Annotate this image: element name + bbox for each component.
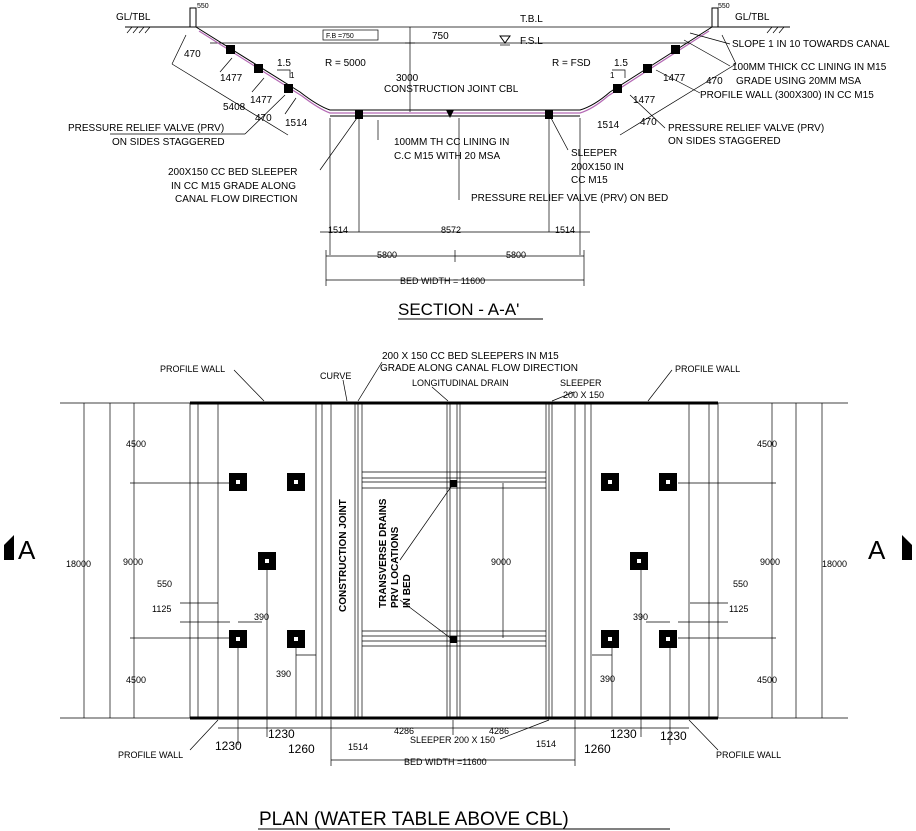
- bottom-dim-1514-left: 1514: [328, 225, 349, 235]
- profile-wall-top-left: PROFILE WALL: [160, 364, 226, 374]
- dim-1230-d: 1230: [660, 729, 687, 743]
- dim-1477-a: 1477: [220, 73, 243, 84]
- profile-wall-top-right: PROFILE WALL: [675, 364, 741, 374]
- section-bed-width: BED WIDTH = 11600: [400, 276, 486, 286]
- top-left-dim: 550: [197, 3, 209, 10]
- slope-note: SLOPE 1 IN 10 TOWARDS CANAL: [732, 39, 890, 50]
- gl-left-label: GL/TBL: [116, 12, 151, 23]
- slope-right-vertical: 1: [610, 71, 615, 80]
- top-right-dim: 550: [718, 3, 730, 10]
- dim-9000-left: 9000: [123, 557, 144, 567]
- dim-4500-right-top: 4500: [757, 439, 778, 449]
- slope-left-horizontal: 1.5: [277, 58, 291, 69]
- dim-1514-plan-right: 1514: [536, 739, 557, 749]
- dim-1477-b: 1477: [250, 95, 273, 106]
- plan-view: [4, 351, 912, 830]
- section-mark-left: A: [18, 535, 36, 565]
- dim-1477-c: 1477: [663, 73, 686, 84]
- dim-9000-centre: 9000: [491, 557, 512, 567]
- bottom-dim-1514-right: 1514: [555, 225, 576, 235]
- dim-4500-left-top: 4500: [126, 439, 147, 449]
- dim-1125-left: 1125: [152, 604, 172, 614]
- dim-1230-a: 1230: [215, 739, 242, 753]
- sleeper-line2: 200X150 IN: [571, 162, 624, 173]
- slope-right-horizontal: 1.5: [614, 58, 628, 69]
- curve-label: CURVE: [320, 371, 352, 381]
- prv-left-line1: PRESSURE RELIEF VALVE (PRV): [68, 123, 225, 134]
- dim-470-d: 470: [640, 117, 657, 128]
- dim-9000-right: 9000: [760, 557, 781, 567]
- dim-390-left-2: 390: [276, 669, 292, 679]
- longitudinal-drain-label: LONGITUDINAL DRAIN: [412, 378, 509, 388]
- plan-bed-width: BED WIDTH =11600: [404, 757, 487, 767]
- radius-left: R = 5000: [325, 58, 366, 69]
- bed-sleeper-line2: IN CC M15 GRADE ALONG: [171, 181, 297, 192]
- section-mark-right: A: [868, 535, 886, 565]
- depth-dim: 3000: [396, 73, 419, 84]
- dim-1477-d: 1477: [633, 95, 656, 106]
- dim-470-c: 470: [706, 76, 723, 87]
- dim-1260-right: 1260: [584, 742, 611, 756]
- bed-lining-line2: C.C M15 WITH 20 MSA: [394, 151, 501, 162]
- dim-390-left-1: 390: [254, 612, 270, 622]
- bed-sleeper-line3: CANAL FLOW DIRECTION: [175, 194, 298, 205]
- prv-left-line2: ON SIDES STAGGERED: [112, 137, 225, 148]
- transverse-drains-line2: PRV LOCATIONS: [390, 526, 401, 608]
- dim-4500-left-bottom: 4500: [126, 675, 147, 685]
- profile-wall-note: PROFILE WALL (300X300) IN CC M15: [700, 90, 874, 101]
- dim-5408: 5408: [223, 102, 246, 113]
- lining-note-line2: GRADE USING 20MM MSA: [736, 76, 862, 87]
- bed-sleepers-line1: 200 X 150 CC BED SLEEPERS IN M15: [382, 351, 559, 362]
- gl-right-label: GL/TBL: [735, 12, 770, 23]
- plan-title: PLAN (WATER TABLE ABOVE CBL): [259, 809, 569, 830]
- free-board-dim: 750: [432, 31, 449, 42]
- construction-joint-vertical: CONSTRUCTION JOINT: [338, 499, 349, 612]
- section-title: SECTION - A-A': [398, 300, 520, 319]
- bottom-dim-8572: 8572: [441, 225, 462, 235]
- lining-note-line1: 100MM THICK CC LINING IN M15: [732, 62, 887, 73]
- dim-1125-right: 1125: [729, 604, 749, 614]
- sleeper-line3: CC M15: [571, 175, 608, 186]
- dim-1230-c: 1230: [610, 727, 637, 741]
- dim-1230-b: 1230: [268, 727, 295, 741]
- dim-4286-left: 4286: [394, 726, 415, 736]
- tbl-label: T.B.L: [520, 14, 543, 25]
- transverse-drains-line3: IN BED: [402, 574, 413, 608]
- dim-5800-left: 5800: [377, 250, 398, 260]
- prv-bed-label: PRESSURE RELIEF VALVE (PRV) ON BED: [471, 193, 669, 204]
- bed-lining-line1: 100MM TH CC LINING IN: [394, 137, 510, 148]
- dim-470-b: 470: [255, 113, 272, 124]
- radius-right: R = FSD: [552, 58, 591, 69]
- dim-5800-right: 5800: [506, 250, 527, 260]
- profile-wall-bottom-left: PROFILE WALL: [118, 750, 184, 760]
- dim-1260-left: 1260: [288, 742, 315, 756]
- prv-right-line1: PRESSURE RELIEF VALVE (PRV): [668, 123, 825, 134]
- dim-1514-right: 1514: [597, 120, 620, 131]
- bed-sleeper-line1: 200X150 CC BED SLEEPER: [168, 167, 298, 178]
- bed-sleepers-line2: GRADE ALONG CANAL FLOW DIRECTION: [380, 363, 578, 374]
- dim-4500-right-bottom: 4500: [757, 675, 778, 685]
- sleeper-top-line1: SLEEPER: [560, 378, 602, 388]
- sleeper-top-line2: 200 X 150: [563, 390, 605, 400]
- dim-4286-right: 4286: [489, 726, 510, 736]
- profile-wall-bottom-right: PROFILE WALL: [716, 750, 782, 760]
- dim-390-right-2: 390: [600, 674, 616, 684]
- transverse-drains-line1: TRANSVERSE DRAINS: [378, 498, 389, 608]
- dim-550-left: 550: [157, 579, 173, 589]
- free-board-label: F.B =750: [326, 33, 354, 40]
- sleeper-line1: SLEEPER: [571, 148, 618, 159]
- dim-470-a: 470: [184, 49, 201, 60]
- dim-390-right-1: 390: [633, 612, 649, 622]
- dim-18000-right: 18000: [822, 559, 848, 569]
- fsl-label: F.S.L: [520, 36, 543, 47]
- prv-right-line2: ON SIDES STAGGERED: [668, 136, 781, 147]
- construction-joint-label: CONSTRUCTION JOINT CBL: [384, 84, 519, 95]
- dim-18000-left: 18000: [66, 559, 92, 569]
- dim-550-right: 550: [733, 579, 749, 589]
- slope-left-vertical: 1: [290, 71, 295, 80]
- sleeper-bottom-label: SLEEPER 200 X 150: [410, 735, 496, 745]
- dim-1514-left: 1514: [285, 118, 308, 129]
- dim-1514-plan-left: 1514: [348, 742, 369, 752]
- section-view: [68, 3, 890, 319]
